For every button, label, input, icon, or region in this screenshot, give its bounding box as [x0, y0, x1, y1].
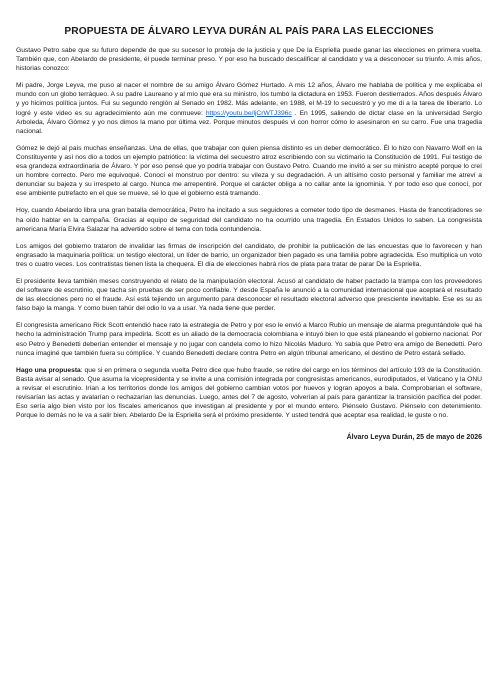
paragraph-4: Hoy, cuando Abelardo libra una gran batalla democrática, Petro ha incitado a sus seguidores a cometer todo tipo de desmanes. Hasta de francotiradores se ha oído hablar en la campaña. Gracias al equipo de seguridad del candidato no ha ocurrido una tragedia. En Estados Unidos lo saben. La congresista americana María Elvira Salazar ha advertido sobre el tema con toda contundencia.: [16, 207, 482, 233]
signature: Álvaro Leyva Durán, 25 de mayo de 2026: [346, 434, 482, 442]
document-title: PROPUESTA DE ÁLVARO LEYVA DURÁN AL PAÍS PARA LAS ELECCIONES: [64, 26, 434, 37]
proposal-heading: Hago una propuesta: [16, 366, 81, 374]
paragraph-7: El congresista americano Rick Scott entendió hace rato la estrategia de Petro y por eso le envió a Marco Rubio un mensaje de alarma preguntándole qué ha hecho la administración Trump para impedirla. Scott es un aliado de la democracia colombiana e intuyó bien lo que está planeando el gobierno nacional. Por eso Petro y Benedetti deberían entender el mensaje y no jugar con candela como lo hizo Nicolás Maduro. Yo sabía que Petro era amigo de Benedetti. Pero nunca imaginé que también fuera su cómplice. Y cuando Benedetti declare contra Petro en algún tribunal americano, el destino de Petro estará sellado.: [16, 322, 482, 357]
paragraph-5: Los amigos del gobierno trataron de invalidar las firmas de inscripción del candidato, de prohibir la publicación de las encuestas que lo favorecen y han engrasado la maquinaria política: un testigo electoral, un líder de barrio, un organizador bien pagado es una familia pobre agradecida. Eso multiplica un voto tres o cuatro veces. Los contratistas tienen lista la chequera. El día de elecciones habrá ríos de plata para tratar de parar De la Espriella.: [16, 242, 482, 268]
paragraph-8: [16, 366, 482, 421]
paragraph-1: Gustavo Petro sabe que su futuro depende de que su sucesor lo proteja de la justicia y que De la Espriella puede ganar las elecciones en primera vuelta. También que, con Abelardo de presidente, él puede terminar preso. Y por eso ha buscado descalificar al candidato y va a desconocer su triunfo. A mis años, historias conozco:: [16, 47, 482, 73]
proposal-text: : que si en primera o segunda vuelta Petro dice que hubo fraude, se retire del cargo en los términos del artículo 193 de la Constitución. Basta avisar al senado. Que asuma la vicepresidenta y se invite a una comisión integrada por congresistas americanos, eurodiputados, el Vaticano y la ONU a revisar el escrutinio. Irían a los territorios donde los amigos del gobierno cambian votos por huevos y logran apoyos a bala. Comprobarían el software, revisarían las actas y avalarían o rechazarían las denuncias. Luego, antes del 7 de agosto, volverían al país para garantizar la transición pacífica del poder. Eso sería algo bien visto por los fiscales americanos que investigan al presidente y por el mundo entero. Piénselo Gustavo. Piénselo con detenimiento. Porque lo demás no le va a salir bien. Abelardo De la Espriella será el próximo presidente. Y usted tendrá que aceptar esa realidad, le guste o no.: [16, 366, 482, 420]
paragraph-3: Gómez le dejó al país muchas enseñanzas. Una de ellas, que trabajar con quien piensa distinto es un deber democrático. Él lo hizo con Navarro Wolf en la Constituyente y así nos dio a todos un ejemplo patriótico: la víctima del secuestro atroz escribiendo con su victimario la Constitución de 1991. Fui testigo de esa grandeza extraordinaria de Álvaro. Y por eso pensé que yo podría trabajar con Gustavo Petro. Cuando me invitó a ser su ministro acepté porque lo creí un hombre correcto. Pero me equivoqué. Conocí el monstruo por dentro: su vileza y su degradación. A un altísimo costo personal y familiar me atreví a denunciar su bajeza y su irrespeto al cargo. Nunca me arrepentiré. Porque el carácter obliga a no callar ante la ignominia. Y por todo eso que conocí, por ese ambiente putrefacto en el que se mueve, sé lo que el gobierno está tramando.: [16, 144, 482, 198]
paragraph-6: El presidente lleva también meses construyendo el relato de la manipulación electoral. Acusó al candidato de haber pactado la trampa con los proveedores del software de escrutinio, que tacha sin pruebas de ser poco confiable. Y desde España le anunció a la comunidad internacional que aceptará el resultado de las elecciones pero no el fraude. Así está tejiendo un argumento para desconocer el resultado electoral adverso que presciente inevitable. Ese es su as falso bajo la manga. Y como buen tahúr del odio lo va a usar. Ya nada tiene que perder.: [16, 277, 482, 313]
paragraph-2-text-end: . En 1995, saliendo de dictar clase en la universidad Sergio Arboleda, Álvaro Gómez y yo nos dimos la mano por última vez. Porque minutos después vi con horror cómo lo asesinaron en su carro. Fue una tragedia nacional.: [16, 109, 483, 135]
paragraph-2: [16, 81, 482, 136]
paragraph-2-text: Mi padre, Jorge Leyva, me puso al nacer el nombre de su amigo Álvaro Gómez Hurtado. A mis 12 años, Álvaro me hablaba de política y me explicaba el mundo con un globo terráqueo. A su padre Laureano y al mío que era su ministro, los tumbó la dictadura en 1953. Fueron destierrados. Años después Álvaro y yo hicimos política juntos. Fui su segundo renglón al Senado en 1982. Más adelante, en 1988, el M-19 lo secuestró y yo me di a la tarea de liberarlo. Lo logré y este video es su agradecimiento aún me conmueve:: [16, 82, 482, 117]
video-link[interactable]: https://youtu.be/ljCrWTJ396c: [205, 109, 292, 117]
